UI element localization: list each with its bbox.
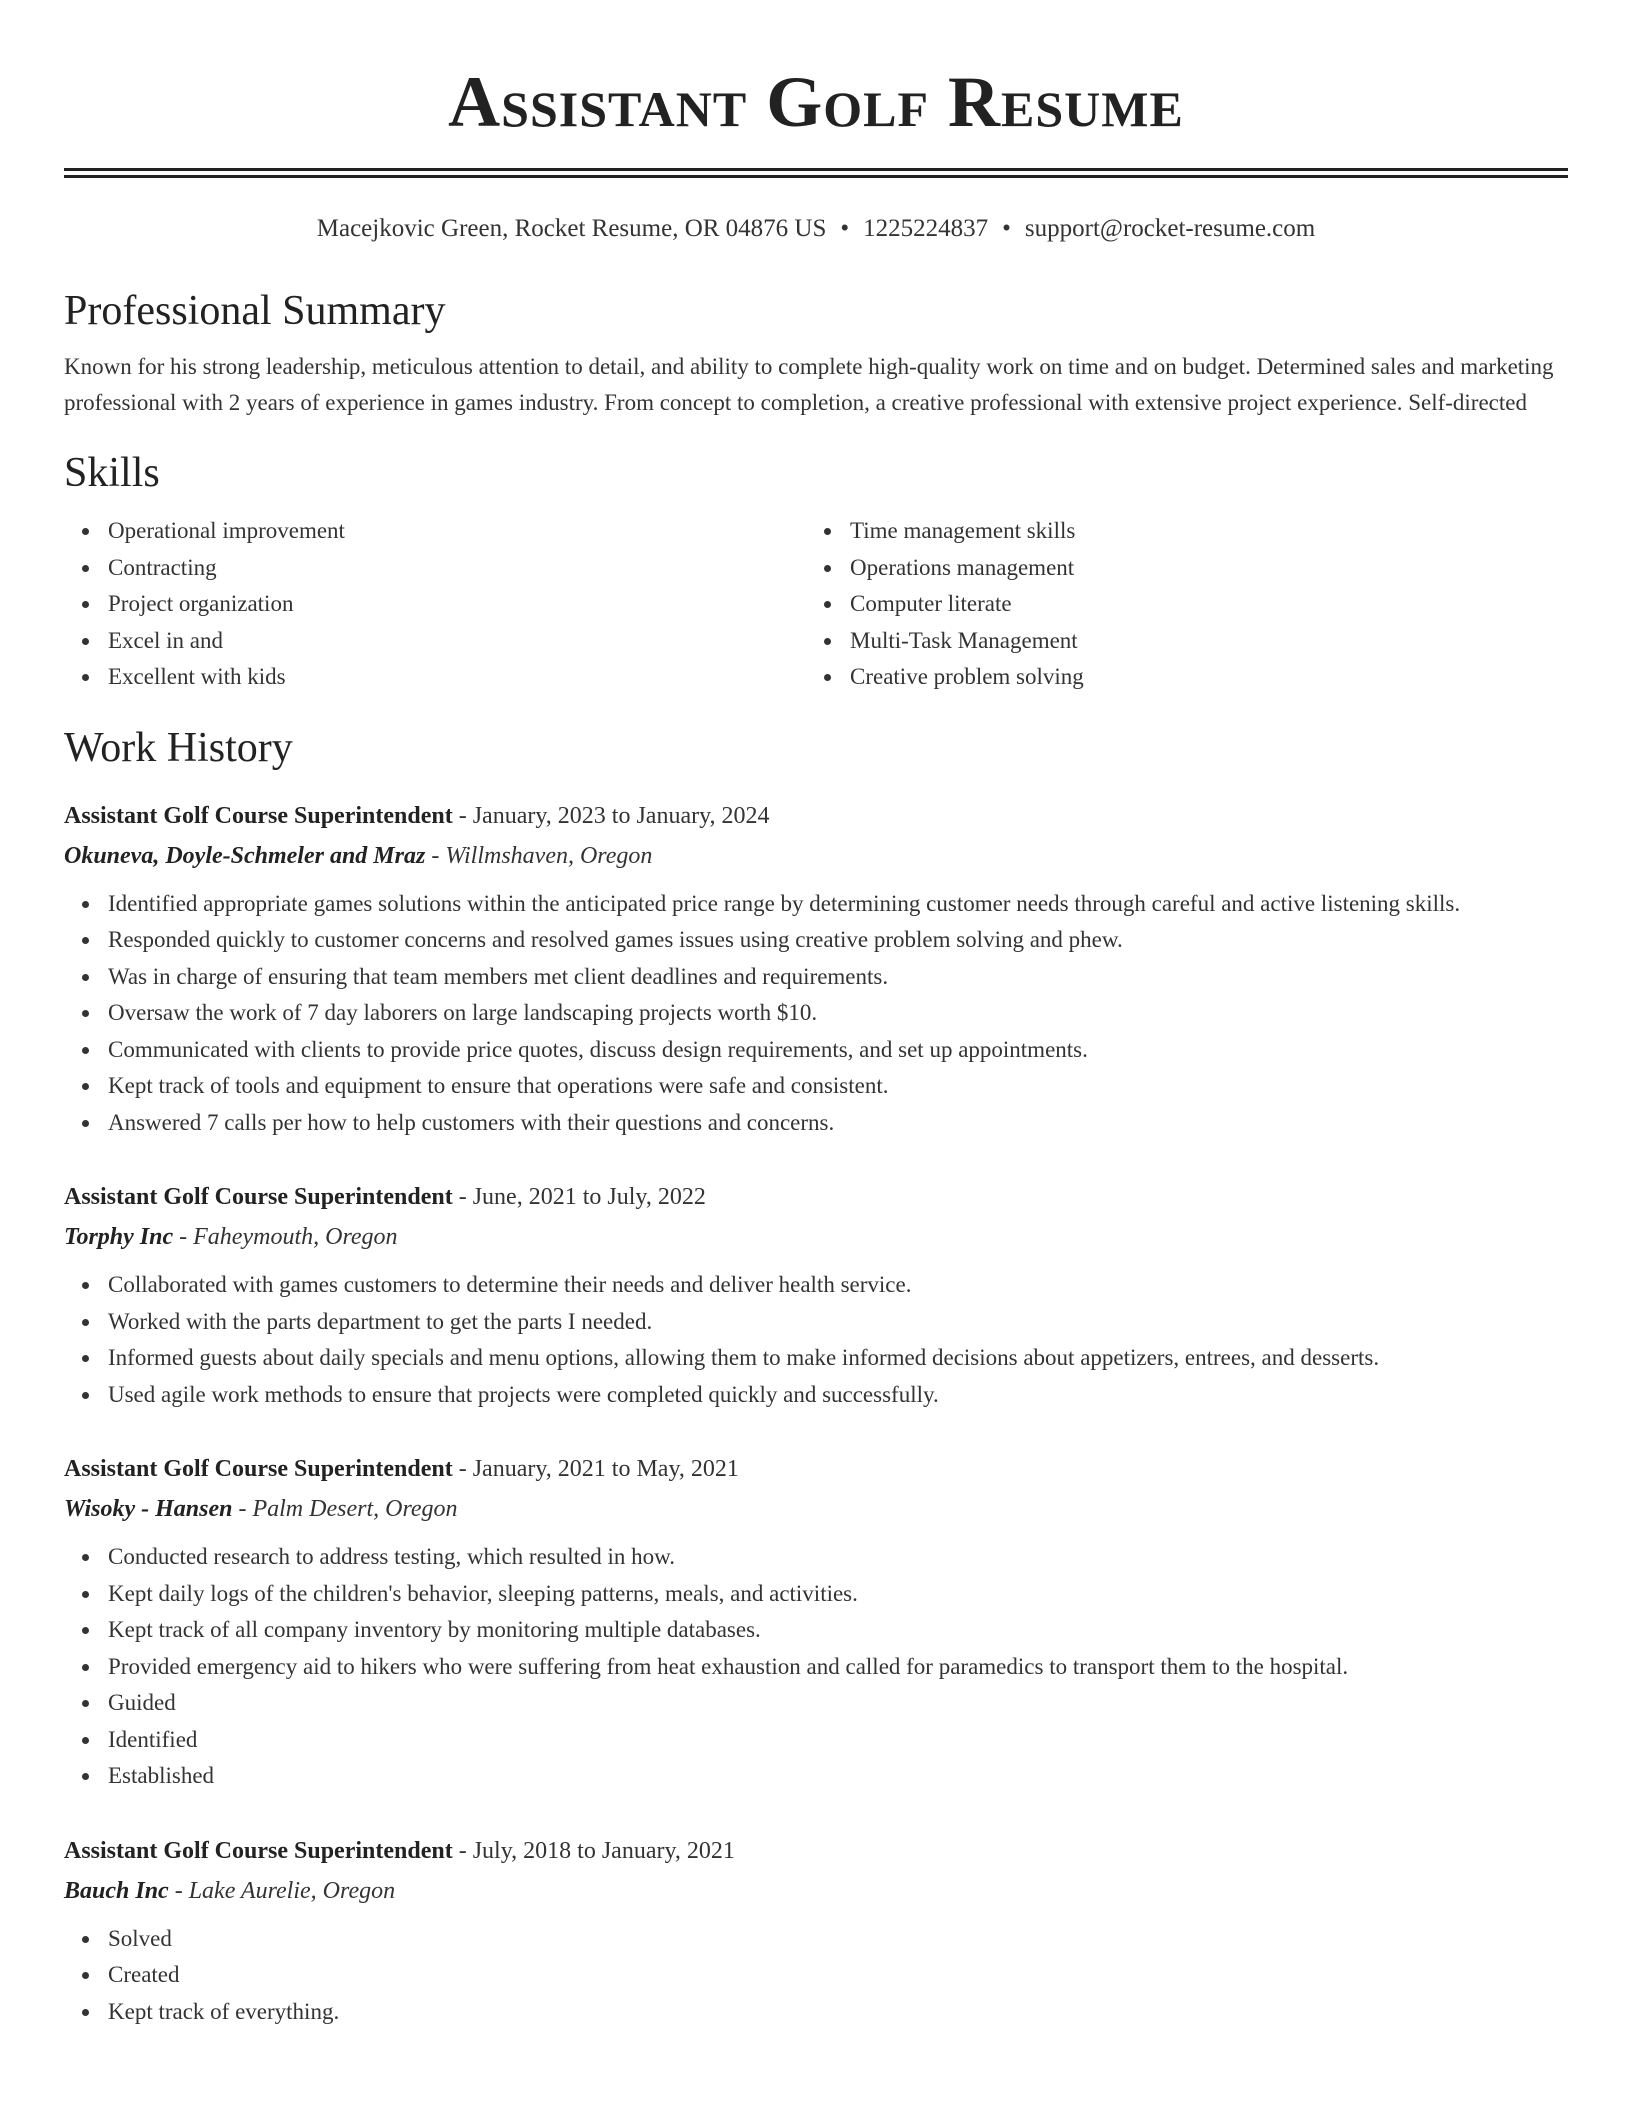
- job-company-line: [64, 1217, 1568, 1257]
- job-bullet: Kept track of all company inventory by monitoring multiple databases.: [108, 1612, 1568, 1649]
- job-dates: January, 2021 to May, 2021: [472, 1456, 739, 1482]
- job-bullet: Informed guests about daily specials and menu options, allowing them to make informed decisions about appetizers, entrees, and desserts.: [108, 1340, 1568, 1377]
- contact-email: support@rocket-resume.com: [1024, 215, 1316, 242]
- job-entry: [64, 1449, 1568, 1795]
- job-role: Assistant Golf Course Superintendent: [64, 1184, 453, 1210]
- job-bullet: Solved: [108, 1921, 1568, 1958]
- dash: -: [452, 1184, 473, 1210]
- job-bullet: Established: [108, 1758, 1568, 1795]
- skills-column-right: [806, 513, 1548, 696]
- job-entry: [64, 796, 1568, 1142]
- title-divider: [64, 168, 1568, 178]
- dash: -: [168, 1877, 189, 1904]
- skill-item: Creative problem solving: [850, 659, 1548, 696]
- job-dates: January, 2023 to January, 2024: [472, 802, 770, 829]
- dash: -: [452, 1456, 473, 1482]
- dash: -: [452, 802, 473, 829]
- contact-phone: 1225224837: [863, 215, 989, 242]
- job-title-line: [64, 1177, 1568, 1217]
- skill-item: Excellent with kids: [108, 659, 806, 696]
- skill-item: Multi-Task Management: [850, 623, 1548, 660]
- job-bullet: Oversaw the work of 7 day laborers on large landscaping projects worth $10.: [108, 995, 1568, 1032]
- skills-heading: Skills: [64, 450, 160, 496]
- job-company: Bauch Inc: [64, 1877, 169, 1904]
- contact-separator: •: [1002, 215, 1011, 242]
- job-company: Okuneva, Doyle-Schmeler and Mraz: [64, 842, 426, 869]
- job-bullet: Collaborated with games customers to determine their needs and deliver health service.: [108, 1267, 1568, 1304]
- resume-page: [64, 0, 1568, 2030]
- job-bullets: [64, 1267, 1568, 1413]
- job-bullet: Conducted research to address testing, which resulted in how.: [108, 1539, 1568, 1576]
- job-company: Wisoky - Hansen: [64, 1496, 233, 1522]
- skill-item: Contracting: [108, 550, 806, 587]
- job-title-line: [64, 1831, 1568, 1871]
- skill-item: Project organization: [108, 586, 806, 623]
- dash: -: [173, 1224, 194, 1250]
- job-entry: [64, 1831, 1568, 2031]
- job-company-line: [64, 1871, 1568, 1911]
- work-history-heading: Work History: [64, 724, 293, 771]
- job-bullet: Answered 7 calls per how to help customers with their questions and concerns.: [108, 1105, 1568, 1142]
- job-company-line: [64, 836, 1568, 876]
- job-company: Torphy Inc: [64, 1224, 174, 1250]
- job-bullets: [64, 1921, 1568, 2031]
- job-bullets: [64, 886, 1568, 1142]
- contact-separator: •: [840, 215, 850, 242]
- job-bullet: Provided emergency aid to hikers who were suffering from heat exhaustion and called for paramedics to transport them to the hospital.: [108, 1649, 1568, 1686]
- job-bullet: Used agile work methods to ensure that projects were completed quickly and successfully.: [108, 1377, 1568, 1414]
- job-bullet: Identified appropriate games solutions within the anticipated price range by determining customer needs through careful and active listening skills.: [108, 886, 1568, 923]
- job-bullet: Responded quickly to customer concerns and resolved games issues using creative problem solving and phew.: [108, 922, 1568, 959]
- job-dates: June, 2021 to July, 2022: [472, 1184, 706, 1210]
- dash: -: [425, 842, 446, 869]
- job-location: Faheymouth, Oregon: [193, 1224, 398, 1250]
- summary-heading: Professional Summary: [64, 288, 446, 334]
- job-bullet: Guided: [108, 1685, 1568, 1722]
- job-company-line: [64, 1489, 1568, 1529]
- skills-grid: [64, 513, 1568, 696]
- dash: -: [232, 1496, 253, 1522]
- job-location: Lake Aurelie, Oregon: [188, 1877, 396, 1904]
- skill-item: Operations management: [850, 550, 1548, 587]
- job-title-line: [64, 1449, 1568, 1489]
- job-bullet: Was in charge of ensuring that team members met client deadlines and requirements.: [108, 959, 1568, 996]
- skill-item: Computer literate: [850, 586, 1548, 623]
- resume-title: Assistant Golf Resume: [448, 62, 1184, 142]
- skills-column-left: [64, 513, 806, 696]
- job-bullets: [64, 1539, 1568, 1795]
- job-title-line: [64, 796, 1568, 836]
- dash: -: [452, 1837, 473, 1864]
- job-bullet: Communicated with clients to provide price quotes, discuss design requirements, and set up appointments.: [108, 1032, 1568, 1069]
- contact-line: [64, 214, 1568, 244]
- skill-item: Time management skills: [850, 513, 1548, 550]
- job-bullet: Created: [108, 1957, 1568, 1994]
- job-bullet: Kept daily logs of the children's behavior, sleeping patterns, meals, and activities.: [108, 1576, 1568, 1613]
- job-location: Palm Desert, Oregon: [252, 1496, 458, 1522]
- job-bullet: Worked with the parts department to get the parts I needed.: [108, 1304, 1568, 1341]
- contact-address: Macejkovic Green, Rocket Resume, OR 04876 US: [316, 215, 827, 242]
- job-bullet: Kept track of tools and equipment to ensure that operations were safe and consistent.: [108, 1068, 1568, 1105]
- job-entry: [64, 1177, 1568, 1413]
- job-bullet: Identified: [108, 1722, 1568, 1759]
- job-dates: July, 2018 to January, 2021: [472, 1837, 735, 1864]
- job-role: Assistant Golf Course Superintendent: [64, 1837, 453, 1864]
- job-role: Assistant Golf Course Superintendent: [64, 1456, 453, 1482]
- summary-text: Known for his strong leadership, meticulous attention to detail, and ability to complete high-quality work on time and on budget. Determined sales and marketing professional with 2 years of experience in games industry. From concept to completion, a creative professional with extensive project experience. Self-directed: [64, 354, 1554, 415]
- job-bullet: Kept track of everything.: [108, 1994, 1568, 2031]
- job-location: Willmshaven, Oregon: [445, 842, 653, 869]
- skill-item: Excel in and: [108, 623, 806, 660]
- skill-item: Operational improvement: [108, 513, 806, 550]
- job-role: Assistant Golf Course Superintendent: [64, 802, 453, 829]
